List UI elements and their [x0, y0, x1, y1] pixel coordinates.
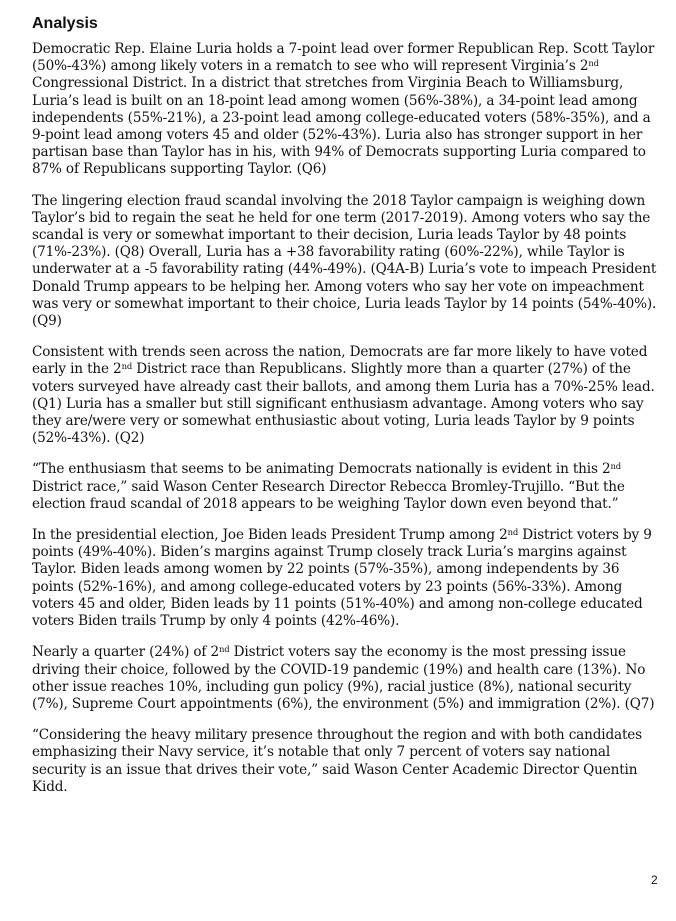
text-run: Consistent with trends seen across the nation, Democrats are far more likely to have voted early in the 2	[32, 344, 648, 378]
ordinal-suffix: nd	[610, 461, 621, 472]
ordinal-suffix: nd	[218, 644, 230, 655]
text-run: Nearly a quarter (24%) of 2	[32, 644, 219, 661]
text-run: District voters by 9 points (49%-40%). Biden’s margins against Trump closely track Luria’s margins against Taylor. Biden leads among women by 22 points (57%-35%), among independents by 36 points (52%-16%), and among college-educated voters by 23 points (56%-33%). Among voters 45 and older, Biden leads by 11 points (51%-40%) and among non-college educated voters Biden trails Trump by only 4 points (42%-46%).	[32, 527, 652, 630]
section-heading: Analysis	[32, 15, 98, 32]
ordinal-suffix: nd	[588, 58, 599, 69]
paragraph	[32, 527, 658, 630]
text-run: In the presidential election, Joe Biden leads President Trump among 2	[32, 527, 508, 544]
ordinal-suffix: nd	[121, 361, 133, 372]
text-run: “Considering the heavy military presence throughout the region and with both candidates emphasizing their Navy service, it’s notable that only 7 percent of voters say national security is an issue that drives their vote,” said Wason Center Academic Director Quentin Kidd.	[32, 727, 643, 795]
text-run: Congressional District. In a district that stretches from Virginia Beach to Williamsburg, Luria’s lead is built on an 18-point lead among women (56%-38%), a 34-point lead among independents (55%-21%), a 23-point lead among college-educated voters (58%-35%), and a 9-point lead among voters 45 and older (52%-43%). Luria also has stronger support in her partisan base than Taylor has in his, with 94% of Democrats supporting Luria compared to 87% of Republicans supporting Taylor. (Q6)	[32, 75, 651, 178]
paragraph	[32, 193, 658, 331]
text-run: The lingering election fraud scandal involving the 2018 Taylor campaign is weighing down Taylor’s bid to regain the seat he held for one term (2017-2019). Among voters who say the scandal is very or somewhat important to their decision, Luria leads Taylor by 48 points (71%-23%). (Q8) Overall, Luria has a +38 favorability rating (60%-22%), while Taylor is underwater at a -5 favorability rating (44%-49%). (Q4A-B) Luria’s vote to impeach President Donald Trump appears to be helping her. Among voters who say her vote on impeachment was very or somewhat important to their choice, Luria leads Taylor by 14 points (54%-40%). (Q9)	[32, 192, 657, 330]
document-page	[32, 14, 658, 810]
paragraph	[32, 644, 658, 713]
ordinal-suffix: nd	[507, 527, 519, 538]
paragraph	[32, 727, 658, 796]
text-run: “The enthusiasm that seems to be animating Democrats nationally is evident in this 2	[32, 461, 611, 478]
text-run: District voters say the economy is the most pressing issue driving their choice, followed by the COVID-19 pandemic (19%) and health care (13%). No other issue reaches 10%, including gun policy (9%), racial justice (8%), national security (7%), Supreme Court appointments (6%), the environment (5%) and immigration (2%). (Q7)	[32, 644, 655, 712]
page-number: 2	[651, 873, 658, 887]
text-run: District race,” said Wason Center Research Director Rebecca Bromley-Trujillo. “But the election fraud scandal of 2018 appears to be weighing Taylor down even beyond that.”	[32, 478, 625, 512]
text-run: Democratic Rep. Elaine Luria holds a 7-point lead over former Republican Rep. Scott Taylor (50%-43%) among likely voters in a rematch to see who will represent Virginia’s 2	[32, 41, 655, 75]
text-run: District race than Republicans. Slightly more than a quarter (27%) of the voters surveyed have already cast their ballots, and among them Luria has a 70%-25% lead. (Q1) Luria has a smaller but still significant enthusiasm advantage. Among voters who say they are/were very or somewhat enthusiastic about voting, Luria leads Taylor by 9 points (52%-43%). (Q2)	[32, 361, 655, 447]
paragraph	[32, 41, 658, 179]
body-text	[32, 41, 658, 796]
paragraph	[32, 461, 658, 513]
paragraph	[32, 344, 658, 447]
